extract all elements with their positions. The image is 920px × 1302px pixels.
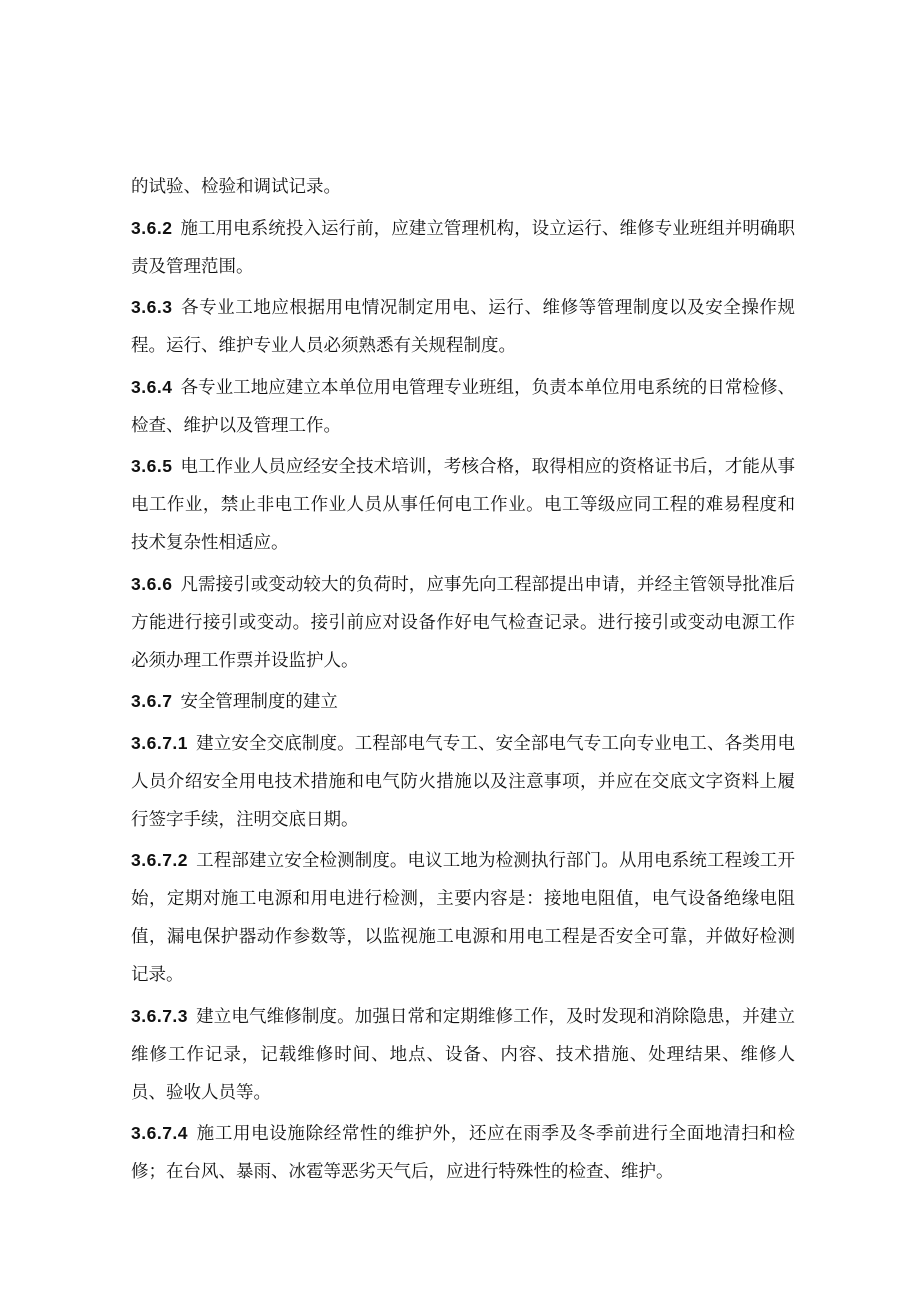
clause-3-6-5: [131, 447, 795, 562]
clause-text: 建立电气维修制度。加强日常和定期维修工作，及时发现和消除隐患，并建立维修工作记录，记载维修时间、地点、设备、内容、技术措施、处理结果、维修人员、验收人员等。: [131, 1006, 795, 1103]
clause-number: 3.6.7: [131, 691, 173, 711]
paragraph-text: 的试验、检验和调试记录。: [131, 177, 341, 197]
clause-3-6-3: [131, 288, 795, 365]
clause-3-6-7-1: [131, 724, 795, 839]
clause-text: 凡需接引或变动较大的负荷时，应事先向工程部提出申请，并经主管领导批准后方能进行接引或变动。接引前应对设备作好电气检查记录。进行接引或变动电源工作必须办理工作票并设监护人。: [131, 574, 795, 671]
clause-text: 施工用电系统投入运行前，应建立管理机构，设立运行、维修专业班组并明确职责及管理范围。: [131, 218, 795, 277]
clause-3-6-2: [131, 209, 795, 286]
clause-3-6-6: [131, 565, 795, 680]
clause-text: 电工作业人员应经安全技术培训，考核合格，取得相应的资格证书后，才能从事电工作业，禁止非电工作业人员从事任何电工作业。电工等级应同工程的难易程度和技术复杂性相适应。: [131, 457, 795, 553]
clause-3-6-7-3: [131, 997, 795, 1112]
clause-number: 3.6.5: [131, 456, 173, 476]
paragraph-continuation: [131, 168, 795, 206]
clause-3-6-4: [131, 368, 795, 445]
clause-text: 各专业工地应根据用电情况制定用电、运行、维修等管理制度以及安全操作规程。运行、维护专业人员必须熟悉有关规程制度。: [131, 298, 795, 356]
clause-number: 3.6.7.2: [131, 850, 189, 870]
clause-3-6-7: [131, 682, 795, 721]
clause-text: 施工用电设施除经常性的维护外，还应在雨季及冬季前进行全面地清扫和检修；在台风、暴雨、冰雹等恶劣天气后，应进行特殊性的检查、维护。: [131, 1124, 795, 1182]
clause-number: 3.6.7.1: [131, 732, 189, 753]
clause-text: 建立安全交底制度。工程部电气专工、安全部电气专工向专业电工、各类用电人员介绍安全用电技术措施和电气防火措施以及注意事项，并应在交底文字资料上履行签字手续，注明交底日期。: [131, 733, 795, 830]
clause-number: 3.6.6: [131, 573, 173, 594]
clause-number: 3.6.4: [131, 376, 173, 397]
clause-number: 3.6.7.3: [131, 1005, 189, 1026]
clause-3-6-7-2: [131, 841, 795, 994]
clause-text: 工程部建立安全检测制度。电议工地为检测执行部门。从用电系统工程竣工开始，定期对施工电源和用电进行检测，主要内容是：接地电阻值，电气设备绝缘电阻值，漏电保护器动作参数等，以监视施工电源和用电工程是否安全可靠，并做好检测记录。: [131, 851, 795, 985]
clause-number: 3.6.7.4: [131, 1123, 189, 1143]
clause-text: 安全管理制度的建立: [180, 692, 338, 712]
clause-number: 3.6.3: [131, 297, 173, 317]
clause-3-6-7-4: [131, 1114, 795, 1191]
document-body: [131, 168, 795, 1194]
clause-number: 3.6.2: [131, 217, 173, 238]
clause-text: 各专业工地应建立本单位用电管理专业班组，负责本单位用电系统的日常检修、检查、维护以及管理工作。: [131, 377, 795, 436]
